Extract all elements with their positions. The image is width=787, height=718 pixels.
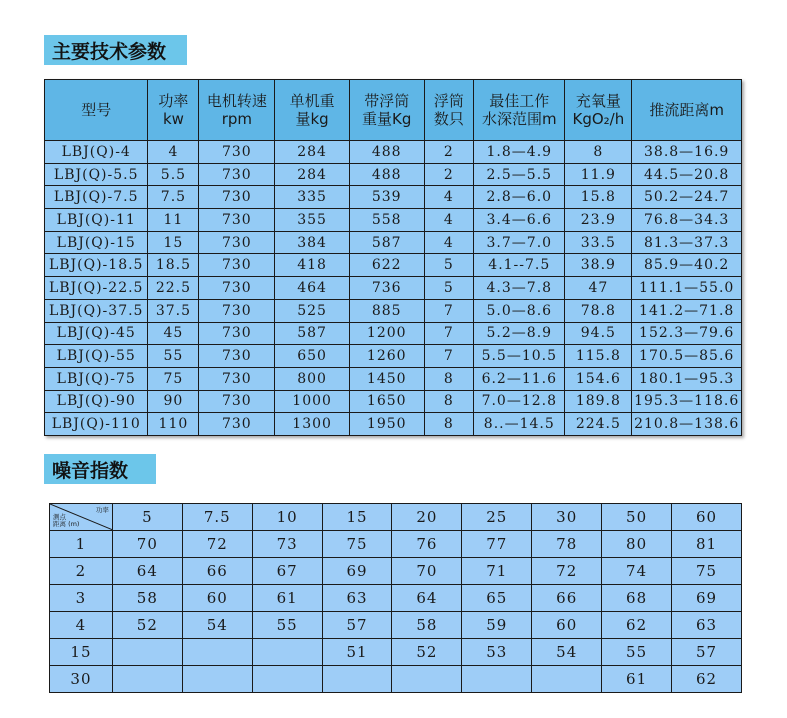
spec-cell: 210.8—138.6	[632, 413, 742, 436]
noise-value-cell: 54	[182, 612, 252, 639]
noise-row	[50, 666, 742, 693]
noise-value-cell: 61	[602, 666, 672, 693]
model-cell: LBJ(Q)-18.5	[45, 254, 148, 277]
spec-cell: 55	[148, 345, 199, 368]
noise-value-cell: 72	[182, 531, 252, 558]
model-cell: LBJ(Q)-11	[45, 209, 148, 232]
spec-cell: 4.1--7.5	[474, 254, 565, 277]
section-title-main-parameters: 主要技术参数	[44, 35, 187, 65]
spec-cell: 5.5	[148, 163, 199, 186]
noise-value-cell: 57	[672, 639, 742, 666]
spec-cell: 4	[424, 231, 474, 254]
noise-value-cell: 72	[532, 558, 602, 585]
noise-value-cell	[182, 639, 252, 666]
model-cell: LBJ(Q)-4	[45, 141, 148, 164]
spec-cell: 2.5—5.5	[474, 163, 565, 186]
spec-cell: 1200	[349, 322, 424, 345]
power-header-cell: 60	[672, 504, 742, 531]
spec-cell: 464	[275, 277, 350, 300]
spec-cell: 355	[275, 209, 350, 232]
noise-value-cell: 74	[602, 558, 672, 585]
spec-cell: 110	[148, 413, 199, 436]
spec-cell: 730	[199, 141, 275, 164]
noise-value-cell: 68	[602, 585, 672, 612]
spec-row	[45, 322, 742, 345]
noise-value-cell: 63	[322, 585, 392, 612]
spec-cell: 180.1—95.3	[632, 367, 742, 390]
spec-cell: 23.9	[565, 209, 632, 232]
spec-cell: 4	[424, 209, 474, 232]
spec-cell: 5.0—8.6	[474, 299, 565, 322]
power-header-cell: 5	[112, 504, 182, 531]
spec-cell: 7.5	[148, 186, 199, 209]
spec-cell: 5	[424, 277, 474, 300]
spec-cell: 75	[148, 367, 199, 390]
spec-cell: 11	[148, 209, 199, 232]
model-cell: LBJ(Q)-7.5	[45, 186, 148, 209]
spec-header-cell: 充氧量 KgO₂/h	[565, 80, 632, 141]
spec-cell: 730	[199, 231, 275, 254]
spec-cell: 4	[148, 141, 199, 164]
spec-row	[45, 345, 742, 368]
noise-row	[50, 558, 742, 585]
distance-cell: 1	[50, 531, 113, 558]
spec-cell: 111.1—55.0	[632, 277, 742, 300]
noise-corner-cell	[50, 504, 113, 531]
model-cell: LBJ(Q)-37.5	[45, 299, 148, 322]
power-header-cell: 20	[392, 504, 462, 531]
noise-value-cell: 76	[392, 531, 462, 558]
distance-cell: 15	[50, 639, 113, 666]
spec-header-cell: 推流距离m	[632, 80, 742, 141]
spec-cell: 15	[148, 231, 199, 254]
noise-value-cell: 64	[112, 558, 182, 585]
spec-cell: 224.5	[565, 413, 632, 436]
corner-label-power: 功率	[95, 506, 109, 514]
power-header-cell: 50	[602, 504, 672, 531]
spec-cell: 7	[424, 322, 474, 345]
noise-value-cell: 60	[182, 585, 252, 612]
spec-cell: 37.5	[148, 299, 199, 322]
noise-value-cell	[462, 666, 532, 693]
noise-value-cell: 58	[112, 585, 182, 612]
spec-cell: 5	[424, 254, 474, 277]
model-cell: LBJ(Q)-15	[45, 231, 148, 254]
noise-value-cell: 54	[532, 639, 602, 666]
spec-cell: 94.5	[565, 322, 632, 345]
noise-value-cell	[322, 666, 392, 693]
spec-cell: 6.2—11.6	[474, 367, 565, 390]
noise-value-cell	[392, 666, 462, 693]
spec-cell: 488	[349, 163, 424, 186]
spec-cell: 885	[349, 299, 424, 322]
spec-cell: 587	[349, 231, 424, 254]
spec-cell: 730	[199, 277, 275, 300]
spec-header-cell: 功率 kw	[148, 80, 199, 141]
spec-cell: 33.5	[565, 231, 632, 254]
noise-value-cell	[112, 666, 182, 693]
noise-value-cell: 77	[462, 531, 532, 558]
spec-cell: 15.8	[565, 186, 632, 209]
noise-value-cell: 73	[252, 531, 322, 558]
spec-cell: 3.4—6.6	[474, 209, 565, 232]
noise-value-cell	[252, 639, 322, 666]
noise-value-cell: 53	[462, 639, 532, 666]
spec-header-cell: 浮筒 数只	[424, 80, 474, 141]
noise-value-cell: 58	[392, 612, 462, 639]
spec-cell: 730	[199, 299, 275, 322]
model-cell: LBJ(Q)-22.5	[45, 277, 148, 300]
model-cell: LBJ(Q)-110	[45, 413, 148, 436]
spec-cell: 418	[275, 254, 350, 277]
spec-cell: 1650	[349, 390, 424, 413]
spec-cell: 8	[424, 413, 474, 436]
spec-cell: 1.8—4.9	[474, 141, 565, 164]
power-header-cell: 7.5	[182, 504, 252, 531]
spec-body	[45, 141, 742, 436]
spec-cell: 8..—14.5	[474, 413, 565, 436]
spec-row	[45, 209, 742, 232]
noise-value-cell	[252, 666, 322, 693]
noise-value-cell: 70	[392, 558, 462, 585]
spec-cell: 730	[199, 186, 275, 209]
spec-row	[45, 390, 742, 413]
noise-value-cell: 80	[602, 531, 672, 558]
noise-row	[50, 585, 742, 612]
noise-row	[50, 531, 742, 558]
power-header-cell: 25	[462, 504, 532, 531]
noise-row	[50, 639, 742, 666]
power-header-cell: 10	[252, 504, 322, 531]
spec-cell: 8	[565, 141, 632, 164]
spec-cell: 81.3—37.3	[632, 231, 742, 254]
section-title-noise-index: 噪音指数	[44, 454, 156, 484]
spec-cell: 4	[424, 186, 474, 209]
noise-value-cell: 64	[392, 585, 462, 612]
corner-label-distance: 测点 距离 (m)	[53, 513, 80, 528]
spec-cell: 50.2—24.7	[632, 186, 742, 209]
spec-cell: 1260	[349, 345, 424, 368]
spec-header-cell: 电机转速 rpm	[199, 80, 275, 141]
spec-cell: 22.5	[148, 277, 199, 300]
noise-value-cell: 75	[672, 558, 742, 585]
spec-row	[45, 231, 742, 254]
spec-header-cell: 单机重 量kg	[275, 80, 350, 141]
spec-cell: 539	[349, 186, 424, 209]
noise-value-cell: 69	[322, 558, 392, 585]
spec-cell: 85.9—40.2	[632, 254, 742, 277]
distance-cell: 30	[50, 666, 113, 693]
noise-value-cell	[112, 639, 182, 666]
noise-value-cell: 78	[532, 531, 602, 558]
spec-cell: 730	[199, 163, 275, 186]
spec-cell: 11.9	[565, 163, 632, 186]
spec-cell: 141.2—71.8	[632, 299, 742, 322]
spec-cell: 152.3—79.6	[632, 322, 742, 345]
spec-cell: 730	[199, 367, 275, 390]
noise-value-cell: 62	[602, 612, 672, 639]
model-cell: LBJ(Q)-75	[45, 367, 148, 390]
spec-cell: 1300	[275, 413, 350, 436]
spec-cell: 18.5	[148, 254, 199, 277]
noise-value-cell: 70	[112, 531, 182, 558]
spec-cell: 488	[349, 141, 424, 164]
noise-value-cell: 57	[322, 612, 392, 639]
spec-cell: 730	[199, 413, 275, 436]
distance-cell: 4	[50, 612, 113, 639]
spec-cell: 195.3—118.6	[632, 390, 742, 413]
spec-cell: 44.5—20.8	[632, 163, 742, 186]
spec-cell: 5.2—8.9	[474, 322, 565, 345]
spec-cell: 730	[199, 209, 275, 232]
spec-header-cell: 型号	[45, 80, 148, 141]
spec-cell: 47	[565, 277, 632, 300]
spec-header-cell: 带浮筒 重量Kg	[349, 80, 424, 141]
spec-cell: 76.8—34.3	[632, 209, 742, 232]
spec-cell: 730	[199, 345, 275, 368]
spec-cell: 78.8	[565, 299, 632, 322]
noise-value-cell: 66	[182, 558, 252, 585]
noise-value-cell: 59	[462, 612, 532, 639]
power-header-cell: 30	[532, 504, 602, 531]
spec-row	[45, 277, 742, 300]
noise-value-cell: 61	[252, 585, 322, 612]
spec-header-row	[45, 80, 742, 141]
spec-cell: 154.6	[565, 367, 632, 390]
spec-cell: 7	[424, 299, 474, 322]
noise-value-cell: 55	[602, 639, 672, 666]
spec-cell: 1950	[349, 413, 424, 436]
noise-value-cell: 65	[462, 585, 532, 612]
spec-cell: 525	[275, 299, 350, 322]
spec-cell: 90	[148, 390, 199, 413]
spec-cell: 8	[424, 367, 474, 390]
model-cell: LBJ(Q)-90	[45, 390, 148, 413]
spec-cell: 650	[275, 345, 350, 368]
model-cell: LBJ(Q)-5.5	[45, 163, 148, 186]
noise-value-cell: 52	[112, 612, 182, 639]
model-cell: LBJ(Q)-45	[45, 322, 148, 345]
spec-cell: 284	[275, 163, 350, 186]
spec-cell: 730	[199, 390, 275, 413]
noise-value-cell	[532, 666, 602, 693]
spec-cell: 170.5—85.6	[632, 345, 742, 368]
noise-value-cell: 75	[322, 531, 392, 558]
noise-row	[50, 612, 742, 639]
noise-header-row	[50, 504, 742, 531]
spec-cell: 38.9	[565, 254, 632, 277]
spec-cell: 284	[275, 141, 350, 164]
distance-cell: 2	[50, 558, 113, 585]
spec-row	[45, 254, 742, 277]
spec-cell: 3.7—7.0	[474, 231, 565, 254]
spec-cell: 5.5—10.5	[474, 345, 565, 368]
distance-cell: 3	[50, 585, 113, 612]
spec-cell: 587	[275, 322, 350, 345]
noise-value-cell: 63	[672, 612, 742, 639]
spec-cell: 38.8—16.9	[632, 141, 742, 164]
spec-header-cell: 最佳工作 水深范围m	[474, 80, 565, 141]
spec-cell: 2	[424, 163, 474, 186]
power-header-cell: 15	[322, 504, 392, 531]
spec-cell: 800	[275, 367, 350, 390]
model-cell: LBJ(Q)-55	[45, 345, 148, 368]
spec-row	[45, 413, 742, 436]
spec-cell: 736	[349, 277, 424, 300]
spec-row	[45, 186, 742, 209]
noise-table	[49, 503, 742, 693]
spec-cell: 730	[199, 322, 275, 345]
spec-row	[45, 299, 742, 322]
spec-cell: 189.8	[565, 390, 632, 413]
spec-cell: 1450	[349, 367, 424, 390]
noise-value-cell	[182, 666, 252, 693]
noise-value-cell: 55	[252, 612, 322, 639]
spec-cell: 7	[424, 345, 474, 368]
spec-cell: 115.8	[565, 345, 632, 368]
spec-cell: 622	[349, 254, 424, 277]
spec-cell: 1000	[275, 390, 350, 413]
noise-value-cell: 69	[672, 585, 742, 612]
noise-value-cell: 52	[392, 639, 462, 666]
noise-value-cell: 66	[532, 585, 602, 612]
noise-value-cell: 81	[672, 531, 742, 558]
spec-cell: 2.8—6.0	[474, 186, 565, 209]
spec-cell: 384	[275, 231, 350, 254]
spec-cell: 335	[275, 186, 350, 209]
noise-value-cell: 62	[672, 666, 742, 693]
spec-cell: 558	[349, 209, 424, 232]
spec-table	[44, 79, 742, 436]
spec-row	[45, 141, 742, 164]
spec-cell: 730	[199, 254, 275, 277]
spec-cell: 8	[424, 390, 474, 413]
spec-cell: 45	[148, 322, 199, 345]
noise-value-cell: 60	[532, 612, 602, 639]
spec-row	[45, 367, 742, 390]
noise-value-cell: 71	[462, 558, 532, 585]
spec-cell: 2	[424, 141, 474, 164]
noise-value-cell: 67	[252, 558, 322, 585]
spec-cell: 4.3—7.8	[474, 277, 565, 300]
noise-value-cell: 51	[322, 639, 392, 666]
spec-cell: 7.0—12.8	[474, 390, 565, 413]
spec-row	[45, 163, 742, 186]
